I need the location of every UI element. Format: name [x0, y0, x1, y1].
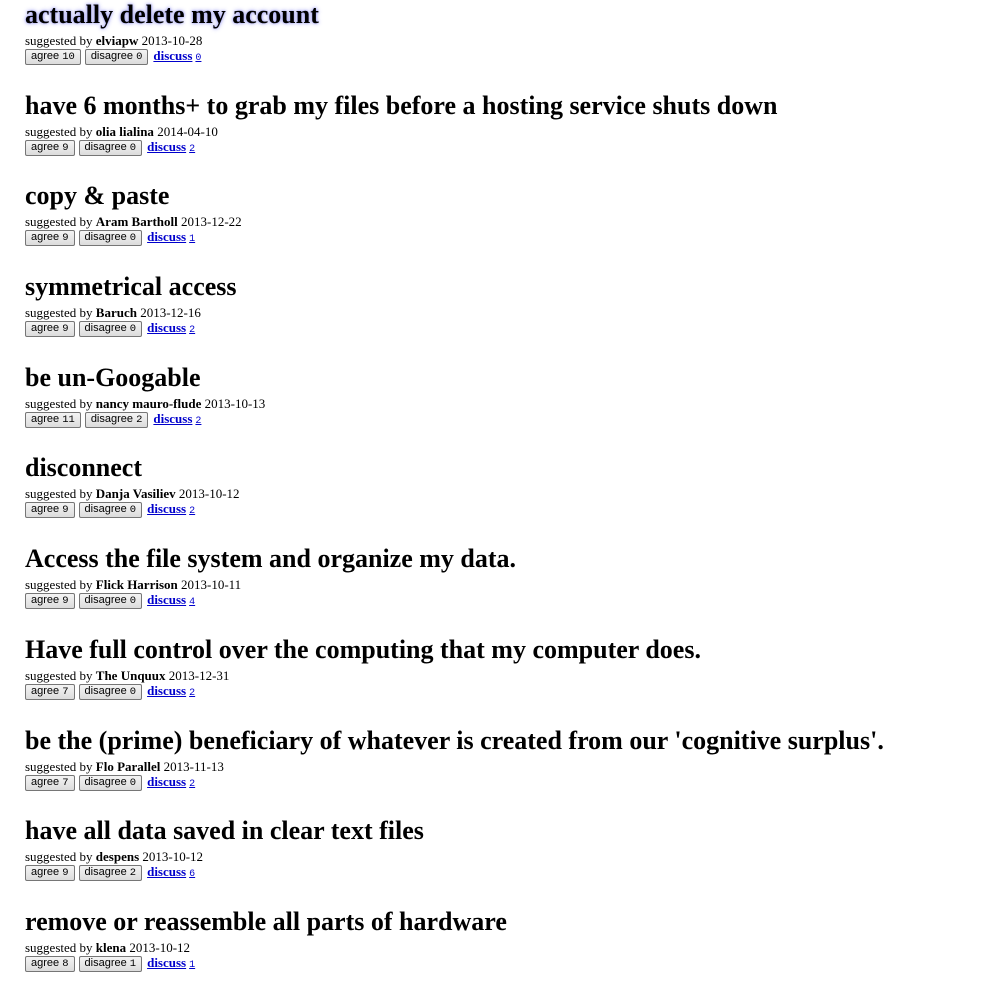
- suggested-by-label: suggested by: [25, 123, 93, 139]
- discuss-count: 2: [195, 415, 202, 427]
- discuss-count: 1: [189, 234, 196, 246]
- suggestion-item: [25, 721, 995, 812]
- suggested-by-label: suggested by: [25, 214, 93, 230]
- vote-actions: [25, 864, 995, 882]
- discuss-count: 2: [189, 778, 196, 790]
- suggestion-item: [25, 811, 995, 902]
- disagree-count: 0: [129, 595, 137, 608]
- agree-count: 9: [62, 867, 69, 880]
- discuss-link[interactable]: [153, 411, 201, 429]
- author-name: Danja Vasiliev: [95, 486, 176, 502]
- suggestion-title: have 6 months+ to grab my files before a hosting service shuts down: [25, 90, 778, 120]
- discuss-link[interactable]: [147, 592, 195, 610]
- author-name: despens: [95, 849, 140, 865]
- agree-count: 9: [62, 232, 69, 245]
- vote-actions: [25, 320, 995, 338]
- agree-label: agree: [31, 322, 60, 335]
- suggestion-title: Have full control over the computing that my computer does.: [25, 634, 701, 664]
- discuss-count: 2: [189, 143, 196, 155]
- suggested-by-label: suggested by: [25, 667, 93, 683]
- suggestion-meta: [25, 577, 995, 592]
- agree-label: agree: [31, 231, 60, 244]
- disagree-button[interactable]: [79, 865, 143, 881]
- suggestion-date: 2013-12-31: [168, 667, 230, 683]
- discuss-label: discuss: [153, 48, 193, 63]
- agree-count: 9: [62, 323, 69, 336]
- suggestion-meta: [25, 668, 995, 683]
- vote-actions: [25, 774, 995, 792]
- suggestion-item: [25, 539, 995, 630]
- suggestion-date: 2013-10-12: [129, 939, 191, 955]
- agree-count: 9: [62, 504, 69, 517]
- agree-label: agree: [31, 775, 60, 788]
- suggestion-title: be un-Googable: [25, 362, 201, 392]
- author-name: Aram Bartholl: [95, 214, 178, 230]
- suggestion-date: 2013-10-28: [141, 33, 203, 48]
- suggestion-item: [25, 448, 995, 539]
- disagree-label: disagree: [84, 866, 127, 879]
- agree-count: 7: [62, 685, 69, 698]
- agree-label: agree: [31, 412, 60, 425]
- suggestion-list: [25, 0, 995, 993]
- discuss-label: discuss: [147, 229, 187, 245]
- suggestion-item: [25, 358, 995, 449]
- agree-button[interactable]: [25, 230, 75, 246]
- discuss-label: discuss: [147, 864, 187, 880]
- disagree-label: disagree: [84, 503, 127, 516]
- suggestion-title: remove or reassemble all parts of hardware: [25, 906, 507, 936]
- suggested-by-label: suggested by: [25, 305, 93, 321]
- suggestion-item: [25, 86, 995, 177]
- suggestion-meta: [25, 849, 995, 864]
- disagree-count: 0: [129, 504, 137, 517]
- vote-actions: [25, 411, 995, 429]
- discuss-label: discuss: [147, 138, 187, 154]
- discuss-link[interactable]: [153, 48, 201, 66]
- agree-button[interactable]: [25, 775, 75, 791]
- suggestion-meta: [25, 940, 995, 955]
- vote-actions: [25, 501, 995, 519]
- disagree-button[interactable]: [79, 684, 143, 700]
- author-name: olia lialina: [95, 123, 154, 139]
- suggestion-title: symmetrical access: [25, 272, 237, 302]
- agree-button[interactable]: [25, 502, 75, 518]
- agree-button[interactable]: [25, 49, 81, 65]
- agree-count: 7: [62, 776, 69, 789]
- suggestion-meta: [25, 124, 995, 139]
- agree-label: agree: [31, 956, 60, 969]
- suggestion-date: 2013-10-12: [178, 486, 240, 502]
- discuss-link[interactable]: [147, 955, 195, 973]
- author-name: elviapw: [95, 33, 139, 48]
- suggestion-date: 2013-11-13: [163, 758, 224, 774]
- discuss-link[interactable]: [147, 320, 195, 338]
- discuss-link[interactable]: [147, 229, 195, 247]
- agree-count: 9: [62, 595, 69, 608]
- vote-actions: [25, 48, 995, 66]
- agree-label: agree: [31, 503, 60, 516]
- agree-label: agree: [31, 140, 60, 153]
- disagree-button[interactable]: [79, 956, 143, 972]
- agree-label: agree: [31, 594, 60, 607]
- suggestion-title: disconnect: [25, 453, 142, 483]
- disagree-count: 0: [129, 232, 137, 245]
- suggestion-item: [25, 902, 995, 993]
- author-name: Baruch: [95, 305, 137, 321]
- agree-label: agree: [31, 866, 60, 879]
- discuss-label: discuss: [147, 501, 187, 517]
- discuss-count: 1: [189, 959, 196, 971]
- suggestion-date: 2013-10-13: [204, 395, 266, 411]
- vote-actions: [25, 592, 995, 610]
- suggestion-title: have all data saved in clear text files: [25, 816, 424, 846]
- disagree-count: 0: [129, 141, 137, 154]
- suggestion-date: 2013-10-11: [181, 577, 242, 593]
- disagree-label: disagree: [84, 594, 127, 607]
- disagree-label: disagree: [84, 140, 127, 153]
- suggestion-date: 2013-10-12: [142, 849, 204, 865]
- disagree-button[interactable]: [79, 593, 143, 609]
- discuss-link[interactable]: [147, 774, 195, 792]
- discuss-count: 0: [195, 53, 202, 64]
- disagree-count: 0: [136, 51, 143, 63]
- agree-button[interactable]: [25, 412, 81, 428]
- suggestion-meta: [25, 486, 995, 501]
- author-name: Flick Harrison: [95, 577, 178, 593]
- disagree-button[interactable]: [79, 321, 143, 337]
- suggestion-item: [25, 0, 995, 86]
- agree-count: 9: [62, 141, 69, 154]
- discuss-count: 2: [189, 687, 196, 699]
- discuss-count: 6: [189, 869, 196, 881]
- disagree-count: 0: [129, 776, 137, 789]
- agree-count: 11: [62, 413, 75, 426]
- agree-label: agree: [31, 684, 60, 697]
- disagree-label: disagree: [84, 231, 127, 244]
- suggestion-title: Access the file system and organize my data.: [25, 544, 517, 574]
- disagree-count: 1: [129, 957, 137, 970]
- agree-count: 10: [62, 51, 75, 63]
- discuss-count: 2: [189, 325, 196, 337]
- suggestion-date: 2013-12-16: [140, 305, 201, 321]
- agree-count: 8: [62, 957, 69, 970]
- suggestion-meta: [25, 759, 995, 774]
- disagree-count: 0: [129, 323, 137, 336]
- suggested-by-label: suggested by: [25, 939, 93, 955]
- agree-button[interactable]: [25, 140, 75, 156]
- agree-button[interactable]: [25, 956, 75, 972]
- author-name: klena: [95, 939, 127, 955]
- suggestion-item: [25, 176, 995, 267]
- discuss-link[interactable]: [147, 683, 195, 701]
- discuss-link[interactable]: [147, 864, 195, 882]
- suggestion-item: [25, 630, 995, 721]
- agree-label: agree: [31, 50, 60, 62]
- disagree-button[interactable]: [85, 412, 149, 428]
- disagree-button[interactable]: [79, 775, 143, 791]
- discuss-label: discuss: [147, 320, 187, 336]
- suggested-by-label: suggested by: [25, 577, 93, 593]
- agree-button[interactable]: [25, 865, 75, 881]
- suggestion-title: actually delete my account: [25, 0, 319, 29]
- suggestion-date: 2013-12-22: [181, 214, 242, 230]
- suggested-by-label: suggested by: [25, 395, 93, 411]
- vote-actions: [25, 229, 995, 247]
- suggestion-meta: [25, 396, 995, 411]
- disagree-count: 0: [129, 685, 137, 698]
- disagree-count: 2: [136, 413, 143, 426]
- disagree-button[interactable]: [85, 49, 149, 65]
- discuss-label: discuss: [147, 773, 187, 789]
- suggestion-meta: [25, 214, 995, 229]
- suggested-by-label: suggested by: [25, 758, 93, 774]
- author-name: Flo Parallel: [95, 758, 161, 774]
- disagree-label: disagree: [84, 775, 127, 788]
- agree-button[interactable]: [25, 321, 75, 337]
- vote-actions: [25, 955, 995, 973]
- disagree-label: disagree: [84, 956, 127, 969]
- discuss-link[interactable]: [147, 501, 195, 519]
- disagree-label: disagree: [84, 684, 127, 697]
- discuss-count: 4: [189, 597, 196, 609]
- agree-button[interactable]: [25, 684, 75, 700]
- suggestion-date: 2014-04-10: [157, 123, 218, 139]
- agree-button[interactable]: [25, 593, 75, 609]
- author-name: The Unquux: [95, 667, 166, 683]
- disagree-button[interactable]: [79, 230, 143, 246]
- author-name: nancy mauro-flude: [95, 395, 202, 411]
- disagree-label: disagree: [90, 412, 134, 425]
- suggested-by-label: suggested by: [25, 33, 93, 48]
- suggestion-item: [25, 267, 995, 358]
- disagree-count: 2: [129, 867, 137, 880]
- discuss-label: discuss: [153, 410, 193, 426]
- suggestion-title: copy & paste: [25, 181, 170, 211]
- discuss-label: discuss: [147, 954, 187, 970]
- discuss-label: discuss: [147, 682, 187, 698]
- discuss-count: 2: [189, 506, 196, 518]
- vote-actions: [25, 683, 995, 701]
- suggested-by-label: suggested by: [25, 849, 93, 865]
- discuss-label: discuss: [147, 592, 187, 608]
- disagree-button[interactable]: [79, 140, 143, 156]
- suggestion-title: be the (prime) beneficiary of whatever is created from our 'cognitive surplus'.: [25, 725, 884, 755]
- suggested-by-label: suggested by: [25, 486, 93, 502]
- suggestion-meta: [25, 305, 995, 320]
- discuss-link[interactable]: [147, 139, 195, 157]
- disagree-label: disagree: [90, 50, 134, 62]
- disagree-button[interactable]: [79, 502, 143, 518]
- disagree-label: disagree: [84, 322, 127, 335]
- vote-actions: [25, 139, 995, 157]
- suggestion-meta: [25, 33, 995, 48]
